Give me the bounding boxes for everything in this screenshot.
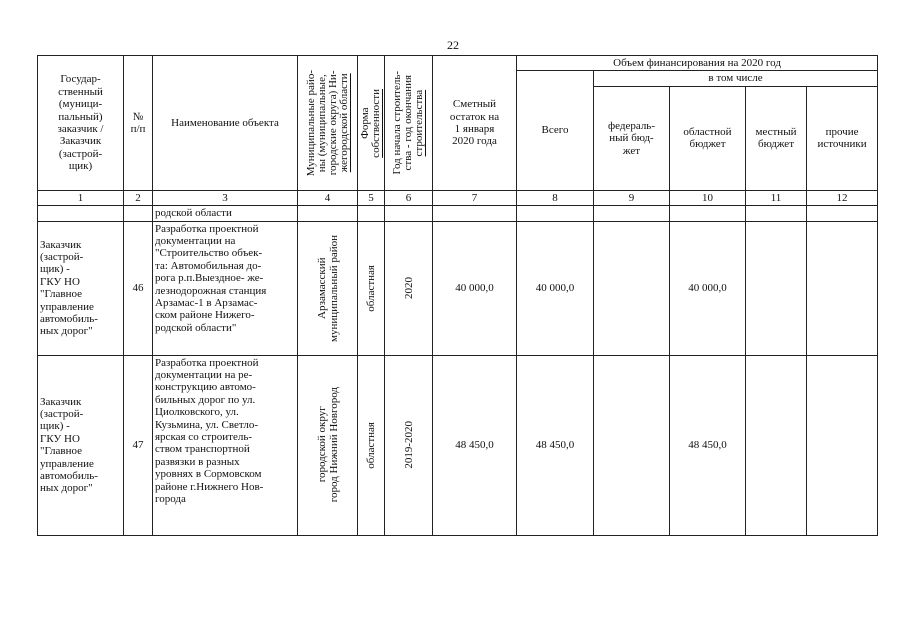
- header-district-line-3: городские округа) Ни-: [326, 70, 339, 176]
- row-local: [746, 221, 807, 355]
- row-regional: 48 450,0: [670, 355, 746, 535]
- header-total: Всего: [517, 71, 594, 190]
- row-years: 2020: [385, 221, 433, 355]
- header-district: [298, 56, 358, 191]
- funding-table: [37, 55, 878, 536]
- row-federal: [594, 355, 670, 535]
- column-number-3: 3: [153, 190, 298, 205]
- row-district: [298, 221, 358, 355]
- row-estimated-balance: 40 000,0: [433, 221, 517, 355]
- continuation-text: родской области: [153, 206, 298, 221]
- header-district-line-2: ны (муниципальные,: [315, 73, 328, 172]
- column-number-10: 10: [670, 190, 746, 205]
- header-district-line-1: Муниципальные райо-: [304, 69, 317, 177]
- row-customer: Заказчик (застрой- щик) - ГКУ НО "Главное управление автомобиль- ных дорог": [38, 355, 124, 535]
- header-local-budget: местный бюджет: [746, 86, 807, 190]
- column-number-4: 4: [298, 190, 358, 205]
- page-number: 22: [447, 38, 459, 52]
- column-number-9: 9: [594, 190, 670, 205]
- column-number-12: 12: [807, 190, 878, 205]
- row-object-name: Разработка проектной документации на "Строительство объек- та: Автомобильная до- рога р.п.Выездное- же- лезнодорожная станция Арзамас-1 в Арзамас- ском районе Нижего- родской области": [153, 221, 298, 355]
- row-total: 48 450,0: [517, 355, 594, 535]
- row-ownership: областная: [358, 221, 385, 355]
- row-estimated-balance: 48 450,0: [433, 355, 517, 535]
- row-object-name: Разработка проектной документации на ре- конструкцию автомо- бильных дорог по ул. Циолковского, ул. Кузьмина, ул. Светло- ярская со строитель- ством транспортной развязки в разных уровнях в Сормовском районе г.Нижнего Нов- города: [153, 355, 298, 535]
- header-years-line-1: Год начала строитель-: [391, 71, 403, 175]
- header-district-line-4: жегородской области: [337, 73, 350, 173]
- row-number: 46: [124, 221, 153, 355]
- header-funding-volume: Объем финансирования на 2020 год: [517, 56, 878, 71]
- column-number-2: 2: [124, 190, 153, 205]
- column-number-5: 5: [358, 190, 385, 205]
- table-row: [38, 221, 878, 355]
- row-number: 47: [124, 355, 153, 535]
- column-number-7: 7: [433, 190, 517, 205]
- header-customer: Государ- ственный (муници- пальный) заказчик / Заказчик (застрой- щик): [38, 56, 124, 191]
- column-number-6: 6: [385, 190, 433, 205]
- header-years-line-2: ства - год окончания: [402, 75, 414, 171]
- row-other: [807, 355, 878, 535]
- row-total: 40 000,0: [517, 221, 594, 355]
- row-other: [807, 221, 878, 355]
- row-district-line-1: Арзамасский: [315, 257, 328, 319]
- row-district-line-2: муниципальный район: [327, 234, 340, 342]
- header-ownership-line-1: Форма: [359, 107, 371, 139]
- row-years: 2019-2020: [385, 355, 433, 535]
- column-number-11: 11: [746, 190, 807, 205]
- table-row: [38, 355, 878, 535]
- column-number-8: 8: [517, 190, 594, 205]
- row-federal: [594, 221, 670, 355]
- column-number-1: 1: [38, 190, 124, 205]
- header-other-sources: прочие источники: [807, 86, 878, 190]
- header-ownership: [358, 56, 385, 191]
- header-estimated-balance: Сметный остаток на 1 января 2020 года: [433, 56, 517, 191]
- header-row-1: [38, 56, 878, 71]
- header-ownership-line-2: собственности: [370, 88, 382, 158]
- row-regional: 40 000,0: [670, 221, 746, 355]
- column-number-row: [38, 190, 878, 205]
- continuation-row: [38, 206, 878, 221]
- row-district-line-1: городской округ: [315, 407, 328, 484]
- header-years-line-3: строительства: [413, 89, 425, 157]
- row-district-line-2: город Нижний Новгород: [327, 387, 340, 503]
- header-construction-years: [385, 56, 433, 191]
- header-number: № п/п: [124, 56, 153, 191]
- row-district: [298, 355, 358, 535]
- header-federal-budget: федераль- ный бюд- жет: [594, 86, 670, 190]
- row-customer: Заказчик (застрой- щик) - ГКУ НО "Главное управление автомобиль- ных дорог": [38, 221, 124, 355]
- header-regional-budget: областной бюджет: [670, 86, 746, 190]
- header-object-name: Наименование объекта: [153, 56, 298, 191]
- row-ownership: областная: [358, 355, 385, 535]
- row-local: [746, 355, 807, 535]
- header-including: в том числе: [594, 71, 878, 86]
